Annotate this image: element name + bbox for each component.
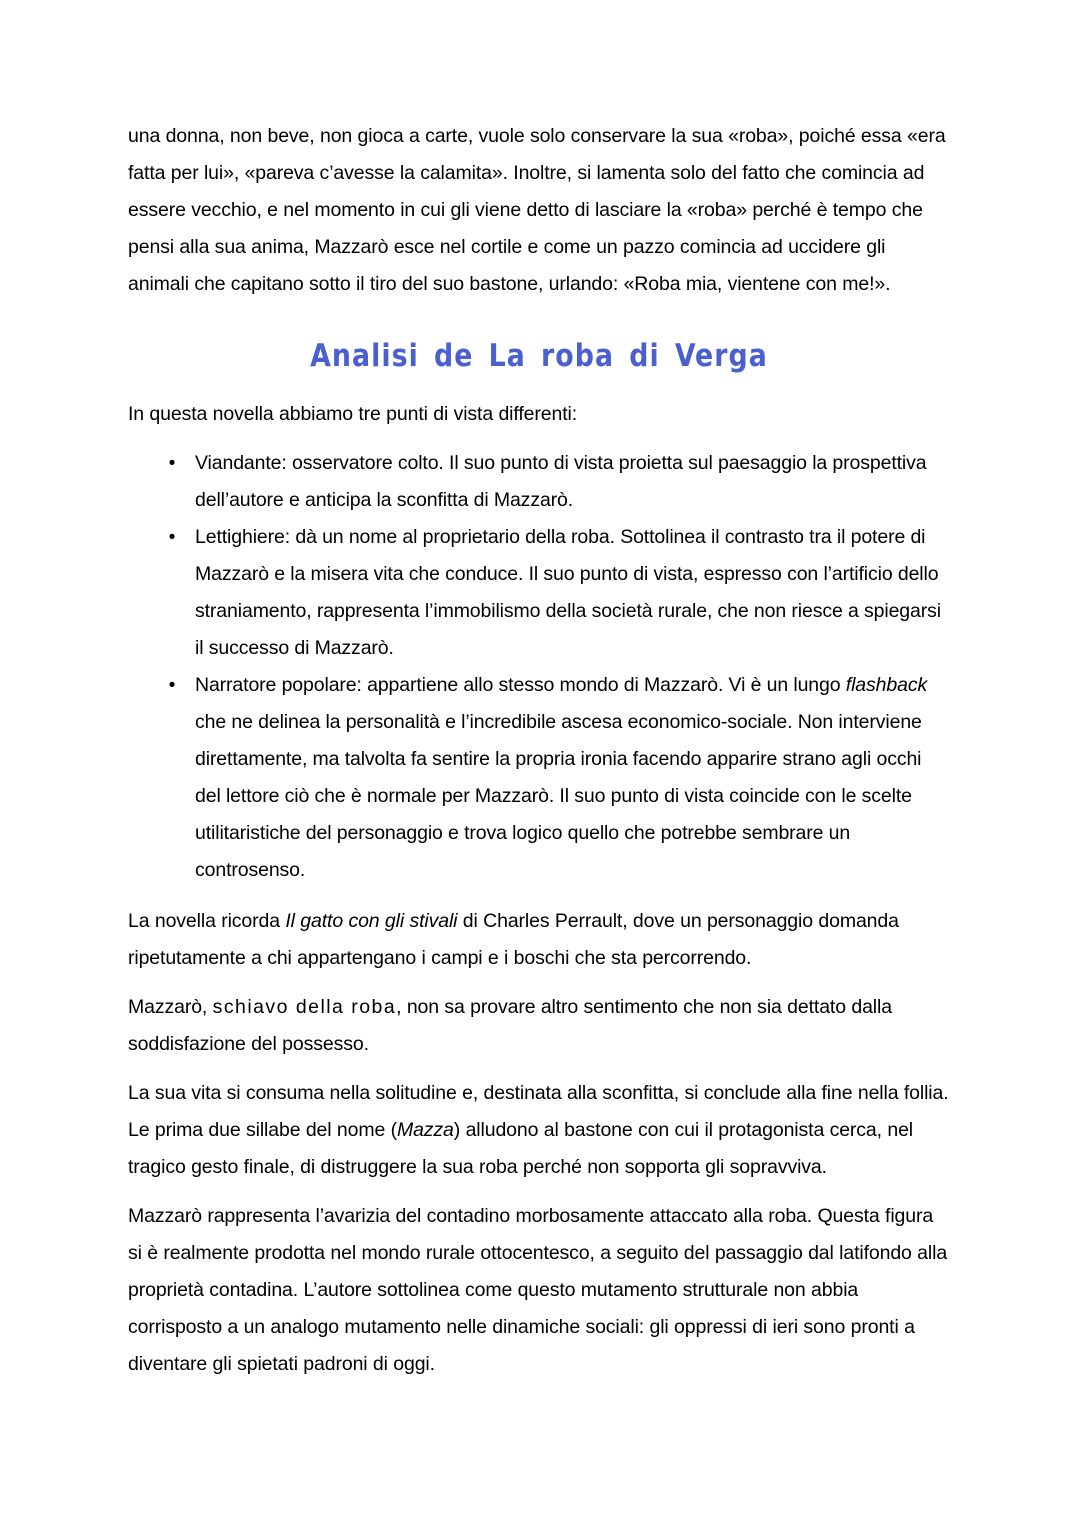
paragraph-perrault-prefix: La novella ricorda [128, 910, 286, 932]
bullet-icon: • [168, 527, 176, 548]
paragraph-perrault-title: Il gatto con gli stivali [285, 910, 458, 932]
section-heading-analisi: Analisi de La roba di Verga [310, 338, 768, 374]
paragraph-perrault [128, 903, 950, 977]
list-item [168, 667, 950, 889]
list-item [168, 519, 950, 667]
lead-in-paragraph: In questa novella abbiamo tre punti di vista differenti: [128, 403, 577, 425]
document-content [128, 118, 950, 1395]
list-item-text-prefix: Narratore popolare: appartiene allo stesso mondo di Mazzarò. Vi è un lungo [195, 674, 846, 696]
bullet-icon: • [168, 453, 176, 474]
paragraph-perrault-suffix: di Charles Perrault, dove un personaggio domanda ripetutamente a chi appartengano i campi e i boschi che sta percorrendo. [128, 910, 899, 969]
paragraph-schiavo-tracked: schiavo della roba [212, 996, 397, 1018]
paragraph-schiavo-suffix: , non sa provare altro sentimento che non sia dettato dalla soddisfazione del possesso. [128, 996, 892, 1055]
list-item-text-suffix: che ne delinea la personalità e l’incredibile ascesa economico-sociale. Non interviene direttamente, ma talvolta fa sentire la propria ironia facendo apparire strano agli occhi del lettore ciò che è normale per Mazzarò. Il suo punto di vista coincide con le scelte utilitaristiche del personaggio e trova logico quello che potrebbe sembrare un controsenso. [195, 711, 922, 881]
list-item-text-emphasis: flashback [845, 674, 928, 696]
paragraph-avarizia: Mazzarò rappresenta l’avarizia del contadino morbosamente attaccato alla roba. Questa figura si è realmente prodotta nel mondo rurale ottocentesco, a seguito del passaggio dal latifondo alla proprietà contadina. L’autore sottolinea come questo mutamento strutturale non abbia corrisposto a un analogo mutamento nelle dinamiche sociali: gli oppressi di ieri sono pronti a diventare gli spietati padroni di oggi. [128, 1205, 948, 1375]
paragraph-follia-prefix: La sua vita si consuma nella solitudine e, destinata alla sconfitta, si conclude alla fine nella follia. Le prima due sillabe del nome ( [128, 1082, 949, 1141]
list-item-text: Lettighiere: dà un nome al proprietario della roba. Sottolinea il contrasto tra il potere di Mazzarò e la misera vita che conduce. Il suo punto di vista, espresso con l’artificio dello straniamento, rappresenta l’immobilismo della società rurale, che non riesce a spiegarsi il successo di Mazzarò. [195, 526, 941, 659]
intro-paragraph: una donna, non beve, non gioca a carte, vuole solo conservare la sua «roba», poiché essa «era fatta per lui», «pareva c’avesse la calamita». Inoltre, si lamenta solo del fatto che comincia ad essere vecchio, e nel momento in cui gli viene detto di lasciare la «roba» perché è tempo che pensi alla sua anima, Mazzarò esce nel cortile e come un pazzo comincia ad uccidere gli animali che capitano sotto il tiro del suo bastone, urlando: «Roba mia, vientene con me!». [128, 125, 946, 295]
points-of-view-list [128, 445, 950, 889]
paragraph-follia [128, 1075, 950, 1186]
paragraph-follia-suffix: ) alludono al bastone con cui il protagonista cerca, nel tragico gesto finale, di distruggere la sua roba perché non sopporta gli sopravviva. [128, 1119, 914, 1178]
paragraph-follia-emphasis: Mazza [396, 1119, 454, 1141]
list-item [168, 445, 950, 519]
paragraph-schiavo-prefix: Mazzarò, [128, 996, 213, 1018]
paragraph-schiavo [128, 989, 950, 1063]
bullet-icon: • [168, 675, 176, 696]
list-item-text: Viandante: osservatore colto. Il suo punto di vista proietta sul paesaggio la prospettiva dell’autore e anticipa la sconfitta di Mazzarò. [195, 452, 927, 511]
